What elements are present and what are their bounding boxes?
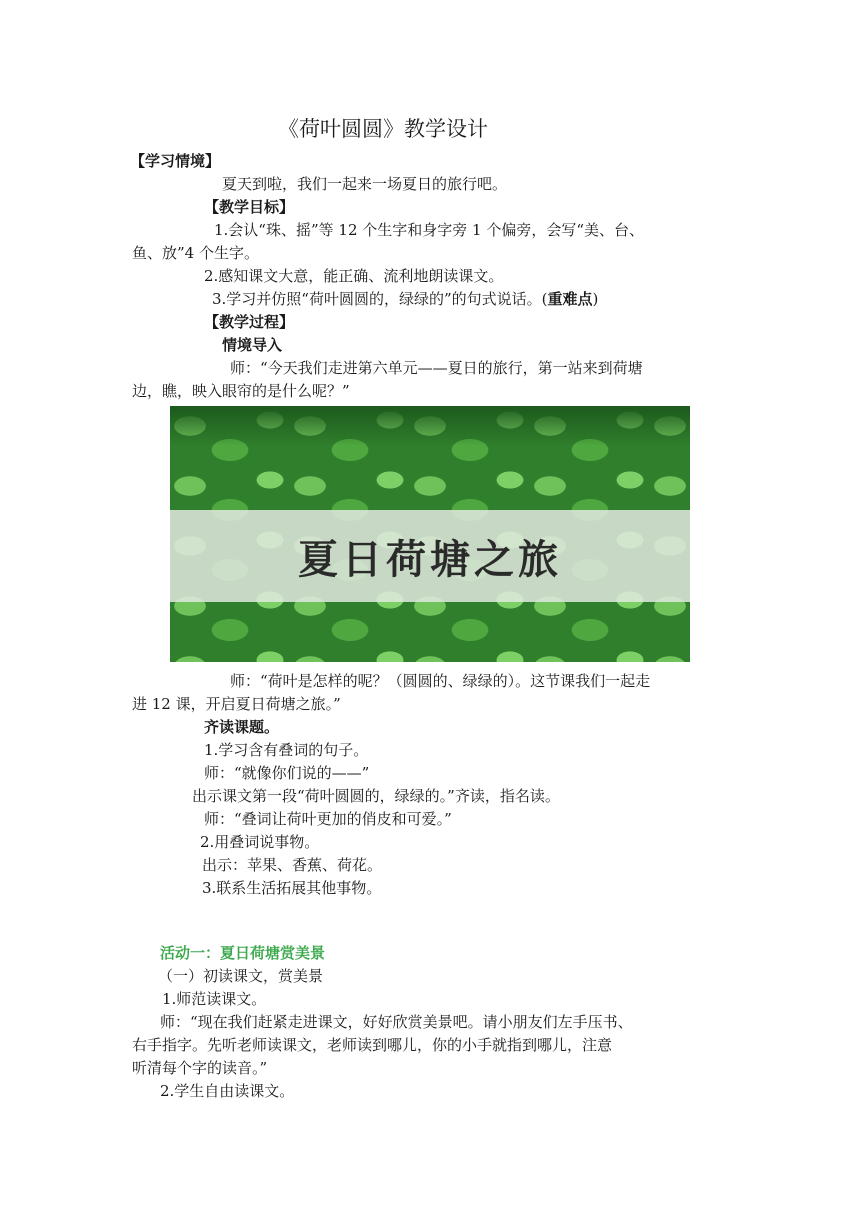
activity-line-1: （一）初读课文，赏美景 [158, 967, 324, 985]
step-7: 3.联系生活拓展其他事物。 [202, 879, 382, 897]
step-2: 师：“就像你们说的——” [204, 764, 370, 782]
step-1: 1.学习含有叠词的句子。 [204, 741, 369, 759]
image-caption: 夏日荷塘之旅 [298, 535, 562, 583]
after-image-line-1: 师：“荷叶是怎样的呢？（圆圆的、绿绿的）。这节课我们一起走 [230, 672, 651, 690]
lotus-pond-image [170, 406, 690, 662]
activity-line-3: 师：“现在我们赶紧走进课文，好好欣赏美景吧。请小朋友们左手压书、 [160, 1013, 633, 1031]
goal-1-line-1: 1.会认“珠、摇”等 12 个生字和身字旁 1 个偏旁，会写“美、台、 [214, 221, 645, 239]
intro-line-2: 边，瞧，映入眼帘的是什么呢？” [132, 382, 350, 400]
situation-text: 夏天到啦，我们一起来一场夏日的旅行吧。 [222, 175, 508, 193]
image-caption-band [170, 510, 690, 602]
document-title: 《荷叶圆圆》教学设计 [278, 117, 488, 141]
step-6: 出示：苹果、香蕉、荷花。 [202, 856, 383, 874]
situation-heading: 【学习情境】 [130, 152, 221, 170]
intro-heading: 情境导入 [222, 336, 283, 354]
goal-2: 2.感知课文大意，能正确、流利地朗读课文。 [204, 267, 504, 285]
process-heading: 【教学过程】 [204, 313, 295, 331]
goal-3-end: ) [592, 290, 599, 308]
activity-heading: 活动一：夏日荷塘赏美景 [160, 944, 326, 962]
activity-line-6: 2.学生自由读课文。 [160, 1082, 295, 1100]
goal-3-text: 3.学习并仿照“荷叶圆圆的，绿绿的”的句式说话。( [212, 290, 548, 308]
activity-line-2: 1.师范读课文。 [162, 990, 267, 1008]
step-4: 师：“叠词让荷叶更加的俏皮和可爱。” [204, 810, 452, 828]
goals-heading: 【教学目标】 [204, 198, 295, 216]
goal-1-line-2: 鱼、放”4 个生字。 [132, 244, 259, 262]
goal-3 [212, 288, 598, 310]
intro-line-1: 师：“今天我们走进第六单元——夏日的旅行，第一站来到荷塘 [230, 359, 643, 377]
step-5: 2.用叠词说事物。 [200, 833, 320, 851]
read-heading: 齐读课题。 [204, 718, 280, 736]
activity-line-4: 右手指字。先听老师读课文，老师读到哪儿，你的小手就指到哪儿，注意 [132, 1036, 613, 1054]
after-image-line-2: 进 12 课，开启夏日荷塘之旅。” [132, 695, 341, 713]
image-shade [170, 406, 690, 446]
goal-3-key-label: 重难点 [547, 290, 593, 308]
activity-line-5: 听清每个字的读音。” [132, 1059, 268, 1077]
step-3: 出示课文第一段“荷叶圆圆的，绿绿的。”齐读，指名读。 [192, 787, 560, 805]
